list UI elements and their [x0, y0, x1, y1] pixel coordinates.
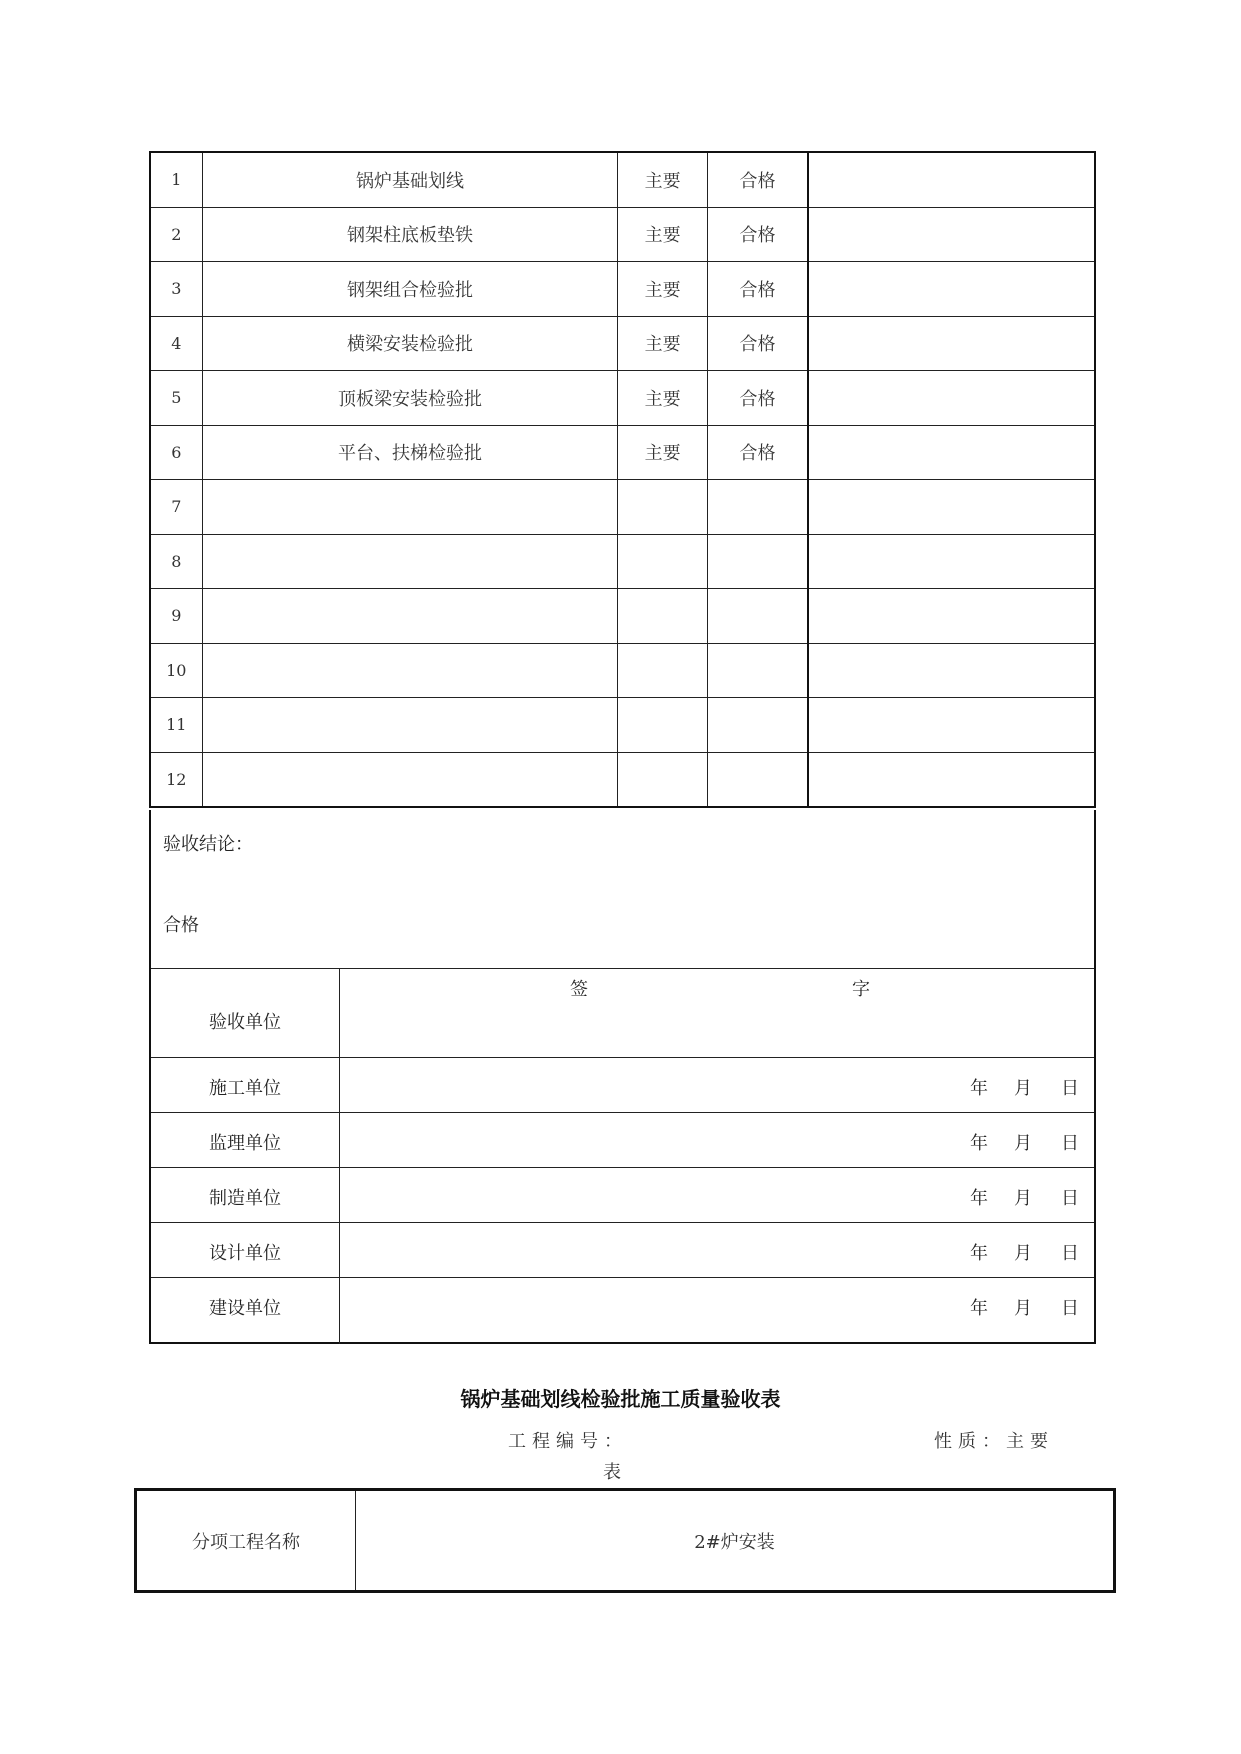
conclusion-label: 验收结论：	[163, 834, 253, 855]
item-nature-cell: 主要	[618, 207, 707, 262]
item-remark-cell	[808, 534, 1095, 589]
item-name-cell: 钢架柱底板垫铁	[202, 207, 618, 262]
date-day-label: 日	[1061, 1243, 1079, 1264]
unit-name-label: 建设单位	[209, 1298, 281, 1319]
item-remark-cell	[808, 589, 1095, 644]
item-remark-cell	[808, 698, 1095, 753]
date-month-label: 月	[1014, 1078, 1032, 1099]
item-name-cell: 锅炉基础划线	[202, 152, 618, 207]
table-row	[150, 152, 1095, 207]
inspection-items-table	[149, 151, 1096, 808]
signature-header-char-1: 签	[570, 979, 588, 1000]
item-nature-cell	[618, 480, 707, 535]
signature-header-char-2: 字	[852, 979, 870, 1000]
item-nature-cell	[618, 534, 707, 589]
date-month-label: 月	[1014, 1243, 1032, 1264]
item-result-cell: 合格	[707, 152, 808, 207]
item-result-cell: 合格	[707, 316, 808, 371]
item-nature-cell	[618, 698, 707, 753]
item-no-cell: 4	[150, 316, 202, 371]
item-remark-cell	[808, 207, 1095, 262]
item-remark-cell	[808, 752, 1095, 807]
table-row	[150, 316, 1095, 371]
item-result-cell: 合格	[707, 425, 808, 480]
date-year-label: 年	[970, 1298, 988, 1319]
table-row	[150, 480, 1095, 535]
item-name-cell	[202, 643, 618, 698]
item-no-cell: 6	[150, 425, 202, 480]
table-row	[150, 752, 1095, 807]
item-result-cell	[707, 589, 808, 644]
date-year-label: 年	[970, 1188, 988, 1209]
table-row	[150, 262, 1095, 317]
item-result-cell	[707, 643, 808, 698]
item-name-cell: 横梁安装检验批	[202, 316, 618, 371]
item-no-cell: 10	[150, 643, 202, 698]
item-remark-cell	[808, 480, 1095, 535]
date-year-label: 年	[970, 1243, 988, 1264]
item-remark-cell	[808, 152, 1095, 207]
item-name-cell: 钢架组合检验批	[202, 262, 618, 317]
signature-header-row	[151, 968, 1094, 969]
item-no-cell: 8	[150, 534, 202, 589]
date-day-label: 日	[1061, 1133, 1079, 1154]
item-result-cell: 合格	[707, 371, 808, 426]
conclusion-value: 合格	[163, 915, 199, 936]
acceptance-signature-box	[149, 810, 1096, 1344]
signature-column-divider	[339, 968, 340, 1344]
item-remark-cell	[808, 425, 1095, 480]
item-nature-cell: 主要	[618, 316, 707, 371]
table-row	[150, 534, 1095, 589]
item-no-cell: 5	[150, 371, 202, 426]
item-name-cell	[202, 752, 618, 807]
table-row	[150, 698, 1095, 753]
item-result-cell: 合格	[707, 262, 808, 317]
table-row	[150, 425, 1095, 480]
signature-row-divider	[151, 1222, 1094, 1223]
item-nature-cell: 主要	[618, 152, 707, 207]
item-name-cell	[202, 698, 618, 753]
table-row	[150, 643, 1095, 698]
item-remark-cell	[808, 316, 1095, 371]
document-title: 锅炉基础划线检验批施工质量验收表	[460, 1387, 781, 1411]
nature-label-suffix: 表	[603, 1462, 627, 1483]
item-no-cell: 11	[150, 698, 202, 753]
sub-item-row	[136, 1490, 1115, 1592]
item-result-cell	[707, 752, 808, 807]
item-no-cell: 7	[150, 480, 202, 535]
item-result-cell: 合格	[707, 207, 808, 262]
date-day-label: 日	[1061, 1298, 1079, 1319]
item-nature-cell: 主要	[618, 371, 707, 426]
unit-name-label: 制造单位	[209, 1188, 281, 1209]
item-no-cell: 3	[150, 262, 202, 317]
item-name-cell	[202, 534, 618, 589]
date-day-label: 日	[1061, 1078, 1079, 1099]
nature-label: 性质：主要	[934, 1431, 1054, 1452]
date-month-label: 月	[1014, 1298, 1032, 1319]
unit-name-label: 设计单位	[209, 1243, 281, 1264]
signature-row-divider	[151, 1112, 1094, 1113]
signature-row-divider	[151, 1167, 1094, 1168]
date-month-label: 月	[1014, 1188, 1032, 1209]
unit-column-header: 验收单位	[209, 1012, 281, 1033]
date-year-label: 年	[970, 1078, 988, 1099]
item-remark-cell	[808, 371, 1095, 426]
item-nature-cell	[618, 589, 707, 644]
table-row	[150, 371, 1095, 426]
item-no-cell: 12	[150, 752, 202, 807]
signature-row-divider	[151, 1277, 1094, 1278]
date-day-label: 日	[1061, 1188, 1079, 1209]
item-no-cell: 1	[150, 152, 202, 207]
unit-name-label: 施工单位	[209, 1078, 281, 1099]
item-result-cell	[707, 480, 808, 535]
item-no-cell: 2	[150, 207, 202, 262]
sub-item-table	[134, 1488, 1116, 1593]
item-name-cell	[202, 480, 618, 535]
unit-name-label: 监理单位	[209, 1133, 281, 1154]
item-nature-cell: 主要	[618, 262, 707, 317]
item-result-cell	[707, 698, 808, 753]
item-remark-cell	[808, 643, 1095, 698]
item-name-cell	[202, 589, 618, 644]
item-no-cell: 9	[150, 589, 202, 644]
sub-item-name-value: 2#炉安装	[356, 1490, 1115, 1592]
item-remark-cell	[808, 262, 1095, 317]
item-nature-cell: 主要	[618, 425, 707, 480]
item-nature-cell	[618, 643, 707, 698]
signature-row-divider	[151, 1057, 1094, 1058]
item-name-cell: 平台、扶梯检验批	[202, 425, 618, 480]
inspection-items-body	[150, 152, 1095, 807]
item-result-cell	[707, 534, 808, 589]
date-year-label: 年	[970, 1133, 988, 1154]
sub-item-name-label: 分项工程名称	[136, 1490, 356, 1592]
table-row	[150, 207, 1095, 262]
item-nature-cell	[618, 752, 707, 807]
project-number-label: 工程编号：	[508, 1431, 628, 1452]
date-month-label: 月	[1014, 1133, 1032, 1154]
item-name-cell: 顶板梁安装检验批	[202, 371, 618, 426]
table-row	[150, 589, 1095, 644]
